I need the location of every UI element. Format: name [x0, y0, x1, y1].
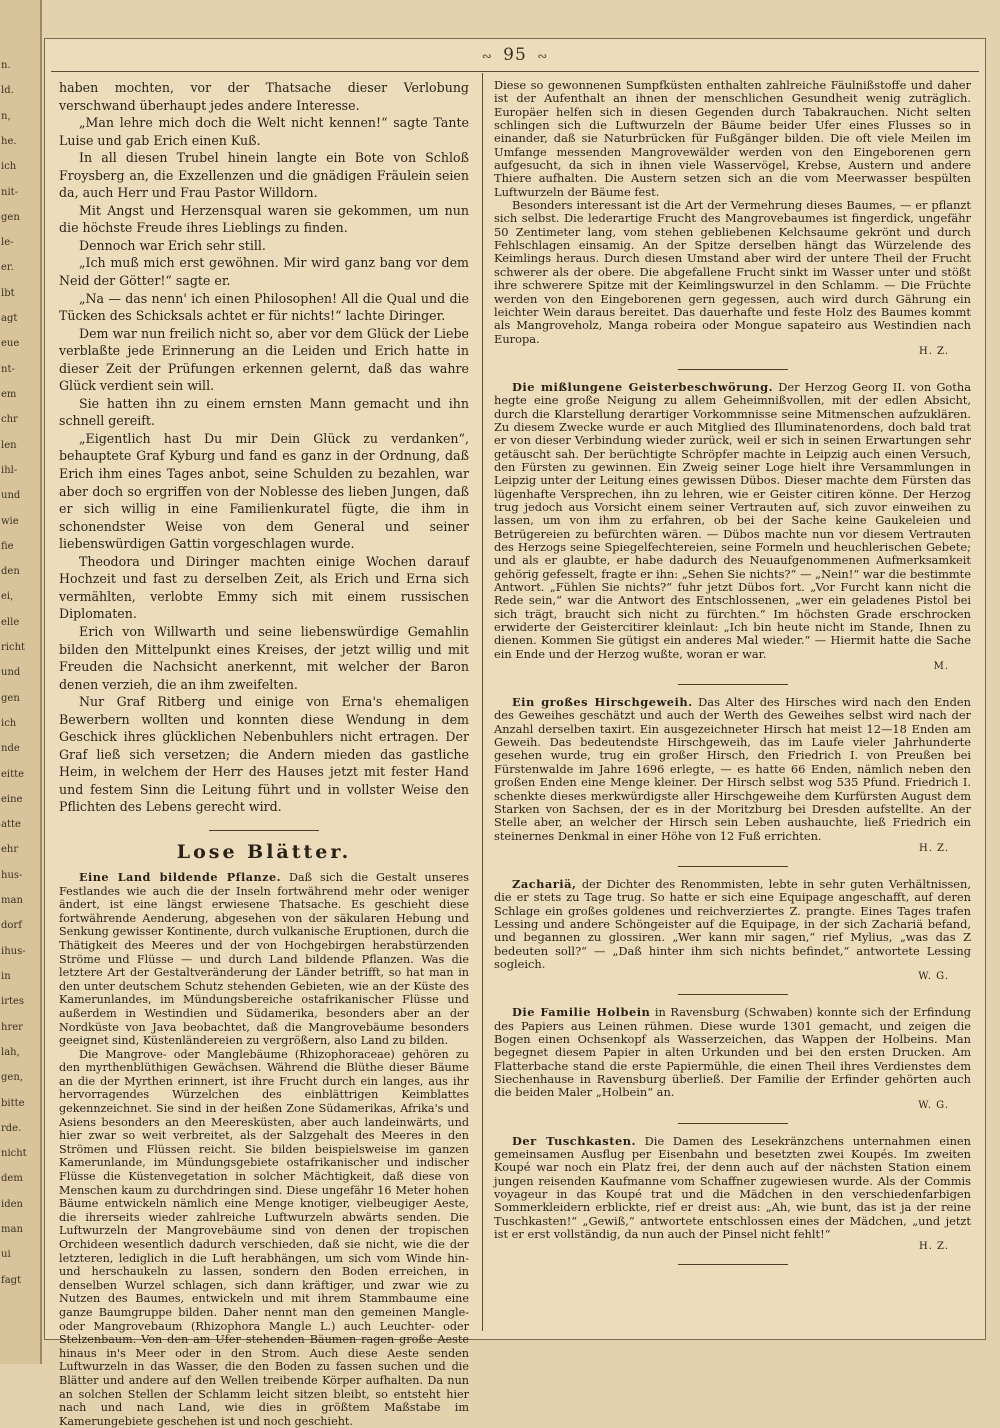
newspaper-page — [44, 38, 986, 1428]
previous-page-fragment: den — [1, 566, 20, 577]
story-paragraph: „Ich muß mich erst gewöhnen. Mir wird ganz bang vor dem Neid der Götter!“ sagte er. — [59, 255, 469, 289]
previous-page-fragment: in — [1, 971, 11, 982]
ornament-left-icon: ∾ — [481, 49, 493, 63]
previous-page-fragment: chr — [1, 414, 18, 425]
article-title: Die Familie Holbein — [512, 1005, 651, 1020]
article-hirschgeweih — [494, 696, 971, 855]
previous-page-fragment: man — [1, 1224, 23, 1235]
previous-page-fragment: atte — [1, 819, 21, 830]
story-paragraph: haben mochten, vor der Thatsache dieser Verlobung verschwand überhaupt jedes andere Interesse. — [59, 80, 469, 113]
story-paragraph: Theodora und Diringer machten einige Wochen darauf Hochzeit und fast zu derselben Zeit, als Erich und Erna sich vermählten, verlobte Emmy sich mit einem russischen Diplomaten. — [59, 553, 469, 622]
previous-page-fragment: nit- — [1, 187, 19, 198]
previous-page-strip — [0, 0, 42, 1364]
header-rule — [51, 71, 979, 72]
article-body: Die Damen des Lesekränzchens unternahmen einen gemeinsamen Ausflug per Eisenbahn und besetzten zwei Koupés. Im zweiten Koupé war noch ein Platz frei, der denn auch auf der nächsten Station einem jungen reisenden Kaufmanne vom Schaffner zugewiesen wurde. Als der Commis voyageur in das Koupé trat und die Mädchen in den verschiedenfarbigen Sommerkleidern erblickte, rief er dreist aus: „Ah, wie bunt, das ist ja der reine Tuschkasten!“ „Gewiß,“ antwortete entschlossen eines der Mädchen, „und jetzt ist er erst vollständig, da nun auch der Pinsel nicht fehlt!“ — [494, 1133, 972, 1242]
article-paragraph: Diese so gewonnenen Sumpfküsten enthalten zahlreiche Fäulnißstoffe und daher ist der Aufenthalt an ihnen der menschlichen Gesundheit wenig zuträglich. Europäer helfen sich in diesen Gegenden durch Tabakrauchen. Nicht selten schlingen sich die Luftwurzeln der Bäume beider Ufer eines Flusses so in einander, daß sie Naturbrücken für Fußgänger bilden. Die oft viele Meilen im Umfange messenden Mangrovewälder werden von den Eingeborenen gern aufgesucht, da sich in ihnen viele Wasservögel, Krebse, Austern und andere Thiere aufhalten. Die Austern setzen sich an die vom Meerwasser bespülten Luftwurzeln der Bäume fest. — [494, 78, 971, 199]
article-body: in Ravensburg (Schwaben) konnte sich der Erfindung des Papiers aus Leinen rühmen. Diese wurde 1301 gemacht, und zeigen die Bogen einen Ochsenkopf als Wasserzeichen, das Wappen der Holbeins. Man begegnet diesem Papier in alten Urkunden und bei den ersten Drucken. Am Flatterbache stand die erste Papiermühle, die einen Theil ihres Verdienstes dem Siechenhause in Ravensburg überließ. Der Familie der Erfinder gehörten auch die beiden Maler „Holbein“ an. — [494, 1005, 972, 1100]
previous-page-fragment: lbt — [1, 288, 15, 299]
previous-page-fragment: ihl- — [1, 465, 18, 476]
previous-page-fragment: fagt — [1, 1275, 22, 1286]
previous-page-fragment: len — [1, 440, 17, 451]
previous-page-fragment: em — [1, 389, 17, 400]
previous-page-fragment: lah, — [1, 1047, 20, 1058]
previous-page-fragment: bitte — [1, 1098, 25, 1109]
article-body: Das Alter des Hirsches wird nach den Enden des Geweihes geschätzt und auch der Werth des Geweihes selbst wird nach der Anzahl derselben taxirt. Ein ausgezeichneter Hirsch hat meist 12—18 Enden am Geweih. Das bedeutendste Hirschgeweih, das im Laufe vieler Jahrhunderte gesehen wurde, trug ein großer Hirsch, den Friedrich I. von Preußen bei Fürstenwalde im Jahre 1696 erlegte, — es hatte 66 Enden, nämlich neben den großen Enden eine Menge kleiner. Der Hirsch selbst wog 535 Pfund. Friedrich I. schenkte dieses merkwürdigste aller Hirschgeweihe dem Kurfürsten August dem Starken von Sachsen, der es in der Moritzburg bei Dresden aufstellte. An der Stelle aber, an welcher der Hirsch sein Leben aushauchte, ließ Friedrich ein steinernes Denkmal in einer Höhe von 12 Fuß errichten. — [494, 695, 971, 843]
previous-page-fragment: eine — [1, 794, 23, 805]
article-signature: H. Z. — [918, 842, 949, 854]
previous-page-fragment: n, — [1, 111, 11, 122]
article-mangrove-continued — [494, 79, 971, 358]
previous-page-fragment: gen — [1, 693, 20, 704]
article-body: Daß sich die Gestalt unseres Festlandes wie auch die der Inseln fortwährend mehr oder weniger ändert, ist eine längst erwiesene Thatsache. Es geschieht diese fortwährende Aenderung, abgesehen von der säkularen Hebung und Senkung gewisser Kontinente, durch vulkanische Eruptionen, durch die Thätigkeit des Meeres und der von Hochgebirgen herabstürzenden Ströme und Flüsse — und durch Land bildende Pflanzen. Was die letztere Art der Gestaltveränderung der Länder betrifft, so hat man in den unter deutschem Schutz stehenden Gebieten, wie an der Küste des Kamerunlandes, im Mündungsbereiche ostafrikanischer Flüsse und außerdem in Westindien und Südamerika, besonders aber an der Nordküste von Java beobachtet, daß die Mangrovebäume besonders geeignet sind, Küstenländereien zu vergrößern, also Land zu bilden. — [59, 870, 469, 1048]
article-tuschkasten — [494, 1135, 971, 1254]
previous-page-fragment: und — [1, 667, 21, 678]
previous-page-fragment: n. — [1, 60, 11, 71]
story-paragraph: „Man lehre mich doch die Welt nicht kennen!“ sagte Tante Luise und gab Erich einen Kuß. — [59, 115, 469, 148]
story-paragraph: Dennoch war Erich sehr still. — [79, 237, 266, 253]
article-zachariae — [494, 878, 971, 983]
article-title: Eine Land bildende Pflanze. — [79, 869, 281, 884]
article-title: Zachariä, — [512, 876, 577, 891]
story-paragraph: In all diesen Trubel hinein langte ein Bote von Schloß Froysberg an, die Exzellenzen und die gnädigen Fräulein seien da, auch Herr und Frau Pastor Willdorn. — [59, 150, 469, 201]
previous-page-fragment: ich — [1, 718, 17, 729]
previous-page-fragment: nicht — [1, 1148, 27, 1159]
article-rule — [678, 369, 788, 370]
section-title: Lose Blätter. — [176, 840, 352, 863]
story-paragraph: Sie hatten ihn zu einem ernsten Mann gemacht und ihn schnell gereift. — [59, 395, 469, 429]
article-rule — [678, 866, 788, 867]
article-title: Der Tuschkasten. — [512, 1133, 636, 1148]
previous-page-fragment: man — [1, 895, 23, 906]
article-holbein — [494, 1006, 971, 1111]
previous-page-fragment: ui — [1, 1249, 11, 1260]
article-body: der Dichter des Renommisten, lebte in sehr guten Verhältnissen, die er stets zu Tage trug. So hatte er sich eine Equipage angeschafft, auf deren Schlage ein großes goldenes und reichverziertes Z. prangte. Eines Tages trafen Lessing und andere Schöngeister auf die Equipage, in der sich Zachariä befand, und begannen zu glossiren. „Wer kann mir sagen,“ rief Mylius, „was das Z bedeuten soll?“ — „Daß hinter ihm sich nichts befindet,“ antwortete Lessing sogleich. — [494, 876, 971, 971]
previous-page-fragment: agt — [1, 313, 18, 324]
previous-page-fragment: und — [1, 490, 21, 501]
previous-page-fragment: wie — [1, 516, 19, 527]
story-paragraph: „Na — das nenn' ich einen Philosophen! All die Qual und die Tücken des Schicksals achtet er für nichts!“ lachte Diringer. — [59, 290, 469, 324]
story-paragraph: Mit Angst und Herzensqual waren sie gekommen, um nun die höchste Freude ihres Lieblings zu finden. — [59, 202, 469, 236]
story-paragraph: Erich von Willwarth und seine liebenswürdige Gemahlin bilden den Mittelpunkt eines Kreises, der jetzt willig und mit Freuden die Nachsicht anerkennt, mit welcher der Baron denen verzieh, die an ihm zweifelten. — [59, 623, 469, 692]
previous-page-fragment: ehr — [1, 844, 19, 855]
article-rule — [678, 1264, 788, 1265]
previous-page-fragment: ei, — [1, 591, 14, 602]
article-rule — [678, 994, 788, 995]
article-signature: H. Z. — [918, 345, 949, 357]
previous-page-fragment: hus- — [1, 870, 23, 881]
previous-page-fragment: richt — [1, 642, 26, 653]
previous-page-fragment: eitte — [1, 769, 25, 780]
previous-page-fragment: dorf — [1, 920, 22, 931]
story-paragraph: „Eigentlich hast Du mir Dein Glück zu verdanken“, behauptete Graf Kyburg und fand es ganz in der Ordnung, daß Erich ihm eines Tages anbot, seine Schulden zu bezahlen, war aber doch so ergriffen von der Noblesse des lieben Jungen, daß er sich willig in eine Familienkuratel fügte, die ihm in schonendster Weise von dem General und seiner liebenswürdigen Gattin vorgeschlagen wurde. — [59, 430, 469, 552]
previous-page-fragment: ihus- — [1, 946, 26, 957]
previous-page-fragment: er. — [1, 262, 14, 273]
left-column — [59, 79, 469, 1428]
article-body: Der Herzog Georg II. von Gotha hegte eine große Neigung zu allem Geheimnißvollen, mit der edlen Absicht, durch die Klarstellung derartiger Vorkommnisse seine Mitmenschen aufzuklären. Zu diesem Zwecke wurde er auch Mitglied des Illuminatenordens, doch bald trat er von dieser Verbindung wieder zurück, weil er sich in seinen Erwartungen sehr getäuscht sah. Der berüchtigte Schröpfer machte in Leipzig auch einen Versuch, den Fürsten zu gewinnen. Ein Zweig seiner Loge hielt ihre Versammlungen in Leipzig unter der Leitung eines gewissen Dübos. Dieser machte dem Fürsten das lügenhafte Versprechen, ihn zu lehren, wie er Geister citiren könne. Der Herzog trug jedoch aus Vorsicht einem seiner Vertrauten auf, sich zuvor einweihen zu lassen, um von ihm zu erfahren, ob bei der Sache keine Gaukeleien und Betrügereien zu befürchten wären. — Dübos machte nun vor diesem Vertrauten des Herzogs seine Spiegelfechtereien, seine Formeln und heuchlerischen Gebete; und als er glaubte, er habe dadurch des Neuaufgenommenen Aufmerksamkeit gehörig gefesselt, fragte er ihn: „Sehen Sie nichts?“ — „Nein!“ war die bestimmte Antwort. „Fühlen Sie nichts?“ fuhr jetzt Dübos fort. „Vor Furcht kann nicht die Rede sein,“ war die Antwort des Entschlossenen, „wer ein geladenes Pistol bei sich trägt, braucht sich nicht zu fürchten.“ Im höchsten Grade erschrocken erwiderte der Geistercitirer kleinlaut: „Ich bin heute nicht im Stande, Ihnen zu dienen. Kommen Sie gütigst ein anderes Mal wieder.“ — Hiermit hatte die Sache ein Ende und der Herzog wußte, woran er war. — [494, 379, 971, 661]
previous-page-fragment: he. — [1, 136, 17, 147]
story-paragraph: Nur Graf Ritberg und einige von Erna's ehemaligen Bewerbern wollten und konnten diese Wendung in dem Geschick ihres glücklichen Nebenbuhlers nicht ertragen. Der Graf ließ sich versetzen; die Andern mieden das gastliche Heim, in welchem der Herr des Hauses jetzt mit fester Hand und festem Sinn die Leitung führt und in vollster Weise den Pflichten des Lebens gerecht wird. — [59, 694, 469, 815]
column-divider — [482, 73, 483, 1331]
article-signature: W. G. — [918, 971, 949, 983]
story-paragraph: Dem war nun freilich nicht so, aber vor dem Glück der Liebe verblaßte jede Erinnerung an die Leiden und Erich hatte in dieser Zeit der Prüfungen erkennen gelernt, daß das wahre Glück verdient sein will. — [59, 325, 469, 394]
previous-page-fragment: ld. — [1, 85, 14, 96]
previous-page-fragment: nt- — [1, 364, 15, 375]
article-title: Die mißlungene Geisterbeschwörung. — [512, 379, 774, 394]
page-number-value: 95 — [503, 45, 527, 65]
previous-page-fragment: le- — [1, 237, 14, 248]
previous-page-fragment: iden — [1, 1199, 23, 1210]
article-rule — [678, 1123, 788, 1124]
ornament-right-icon: ∾ — [537, 49, 549, 63]
previous-page-fragment: rde. — [1, 1123, 22, 1134]
article-title: Ein großes Hirschgeweih. — [512, 695, 693, 710]
previous-page-fragment: gen, — [1, 1072, 23, 1083]
article-signature: W. G. — [918, 1099, 949, 1111]
previous-page-fragment: nde — [1, 743, 20, 754]
previous-page-fragment: fie — [1, 541, 14, 552]
previous-page-fragment: irtes — [1, 996, 25, 1007]
article-paragraph: Besonders interessant ist die Art der Vermehrung dieses Baumes, — er pflanzt sich selbst. Die lederartige Frucht des Mangrovebaumes ist fingerdick, ungefähr 50 Zentimeter lang, vom stehen gebliebenen Kelchsaume gekrönt und durch Fehlschlagen einsamig. An der Spitze derselben hängt das Würzelende des Keimlings heraus. Durch diesen Umstand aber wird der untere Theil der Frucht schwerer als der obere. Die abgefallene Frucht sinkt im Wasser unter und stößt ihre schwerere Spitze mit der Keimlingswurzel in den Schlamm. — Die Früchte werden von den Eingeborenen gern gegessen, auch wird durch Gährung ein leichter Wein daraus bereitet. Das dauerhafte und feste Holz des Baumes kommt als Mangroveholz, Manga robeira oder Mongue sapateiro aus Westindien nach Europa. — [494, 198, 971, 346]
article-signature: H. Z. — [918, 1241, 949, 1253]
article-signature: M. — [933, 661, 949, 673]
story-conclusion — [59, 79, 469, 816]
previous-page-fragment: dem — [1, 1173, 23, 1184]
previous-page-fragment: gen — [1, 212, 20, 223]
previous-page-fragment: eue — [1, 338, 20, 349]
previous-page-fragment: elle — [1, 617, 20, 628]
article-rule — [678, 684, 788, 685]
article-paragraph: Die Mangrove- oder Manglebäume (Rhizophoraceae) gehören zu den myrthenblüthigen Gewächsen. Während die Blüthe dieser Bäume an die der Myrthen erinnert, ist ihre Frucht durch ein langes, aus ihr hervorragendes Würzelchen des einblättrigen Keimblattes gekennzeichnet. Sie sind in der heißen Zone Südamerikas, Afrika's und Asiens besonders an den Meeresküsten, aber auch landeinwärts, und hier zwar so weit verbreitet, als der Salzgehalt des Meeres in den Strömen und Flüssen reicht. Sie bilden beispielsweise im ganzen Kamerunlande, im Mündungsgebiete ostafrikanischer und indischer Flüsse die Küstenvegetation in solcher Mächtigkeit, daß diese von Menschen kaum zu durchdringen sind. Diese ungefähr 16 Meter hohen Bäume entwickeln nämlich eine Menge knotiger, vielbeugiger Aeste, die ihrerseits wieder zahlreiche Luftwurzeln abwärts senden. Die Luftwurzeln der Mangrovebäume sind von denen der tropischen Orchideen wesentlich dadurch verschieden, daß sie nicht, wie die der letzteren, lediglich in die Luft herabhängen, um sich vom Winde hin- und herschaukeln zu lassen, sondern den Boden erreichen, in denselben Wurzel schlagen, sich dann kräftiger, und zwar wie zu Nutzen des Baumes, entwickeln und mit ihrem Stammbaume eine ganze Baumgruppe bilden. Daher nennt man den gemeinen Mangle- oder Mangrovebaum (Rhizophora Mangle L.) auch Leuchter- oder Stelzenbaum. Von den am Ufer stehenden Bäumen ragen große Aeste hinaus in's Meer oder in den Strom. Auch diese Aeste senden Luftwurzeln in das Wasser, die den Boden zu fassen suchen und die Blätter und andere auf den Wellen treibende Körper aufhalten. Da nun an solchen Stellen der Schlamm leicht sitzen bleibt, so entsteht hier nach und nach Land, wie dies in größtem Maßstabe im Kamerungebiete geschehen ist und noch geschieht. — [59, 1047, 469, 1428]
previous-page-fragment: ich — [1, 161, 17, 172]
right-column — [494, 79, 971, 1331]
previous-page-fragment: hrer — [1, 1022, 23, 1033]
section-rule — [209, 830, 319, 831]
page-number — [45, 45, 985, 66]
article-mangrove — [59, 871, 469, 1428]
article-geisterbeschwoerung — [494, 381, 971, 673]
